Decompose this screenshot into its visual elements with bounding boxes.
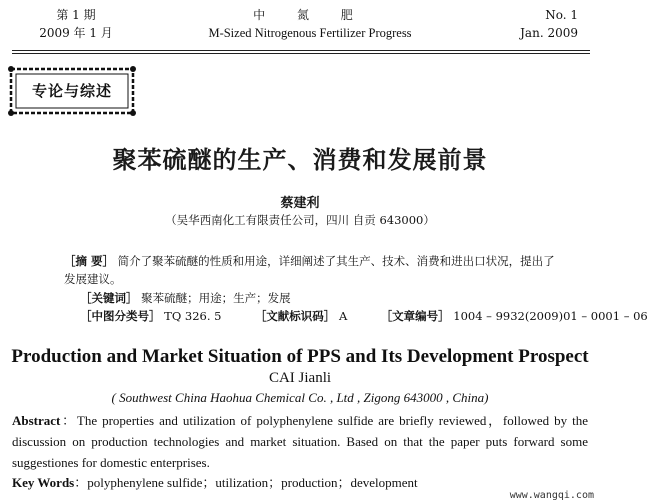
- keywords-en-text: ：polyphenylene sulfide；utilization；production；development: [74, 475, 418, 490]
- abstract-en-label: Abstract: [12, 413, 61, 428]
- issue-cn: 第 1 期: [56, 8, 96, 22]
- header-right: [498, 6, 578, 42]
- affiliation-cn: （吴华西南化工有限责任公司，四川 自贡 643000）: [165, 213, 435, 227]
- issue-en: No. 1: [545, 8, 578, 22]
- article-no-label: ［文章编号］: [380, 309, 450, 323]
- badge-label: 专论与综述: [31, 82, 112, 100]
- title-cn: 聚苯硫醚的生产、消费和发展前景: [112, 146, 488, 174]
- running-header: [0, 6, 600, 46]
- title-en: Production and Market Situation of PPS and Its Development Prospect: [11, 346, 589, 367]
- classification-line: [80, 307, 648, 325]
- keywords-cn-label: ［关键词］: [80, 291, 138, 305]
- keywords-cn: [80, 289, 291, 307]
- keywords-en: [12, 474, 588, 492]
- abstract-en-text: ：The properties and utilization of polyphenylene sulfide are briefly reviewed，followed by the discussion on production technologies and market situation. Based on that the paper puts forward some suggestiones for domestic enterprises.: [12, 413, 588, 470]
- journal-name-cn: 中 氮 肥: [253, 8, 367, 22]
- abstract-cn-text: 简介了聚苯硫醚的性质和用途，详细阐述了其生产、技术、消费和进出口状况，提出了发展建议。: [64, 254, 555, 286]
- header-center: [180, 6, 440, 42]
- clc-value: TQ 326. 5: [164, 309, 222, 323]
- author-cn: 蔡建利: [280, 196, 320, 211]
- article-no-value: 1004 – 9932(2009)01 – 0001 – 06: [453, 309, 648, 323]
- keywords-cn-text: 聚苯硫醚；用途；生产；发展: [141, 291, 291, 305]
- abstract-cn-label: ［摘 要］: [64, 254, 115, 268]
- clc-label: ［中图分类号］: [80, 309, 161, 323]
- doc-code-value: A: [338, 309, 348, 323]
- affiliation-en: ( Southwest China Haohua Chemical Co. , Ltd , Zigong 643000 , China): [111, 390, 489, 405]
- keywords-en-label: Key Words: [12, 475, 75, 490]
- date-cn: 2009 年 1 月: [39, 26, 113, 40]
- doc-code-label: ［文献标识码］: [254, 309, 336, 323]
- author-en: CAI Jianli: [268, 370, 332, 386]
- header-left: [36, 6, 116, 42]
- abstract-en: [12, 410, 588, 473]
- section-badge: [8, 66, 136, 116]
- journal-name-en: M-Sized Nitrogenous Fertilizer Progress: [208, 26, 412, 40]
- date-en: Jan. 2009: [520, 26, 578, 40]
- header-rule-top: [12, 50, 590, 51]
- header-rule-bottom: [12, 53, 590, 54]
- abstract-cn: [64, 252, 562, 288]
- watermark: www.wangqi.com: [509, 490, 594, 501]
